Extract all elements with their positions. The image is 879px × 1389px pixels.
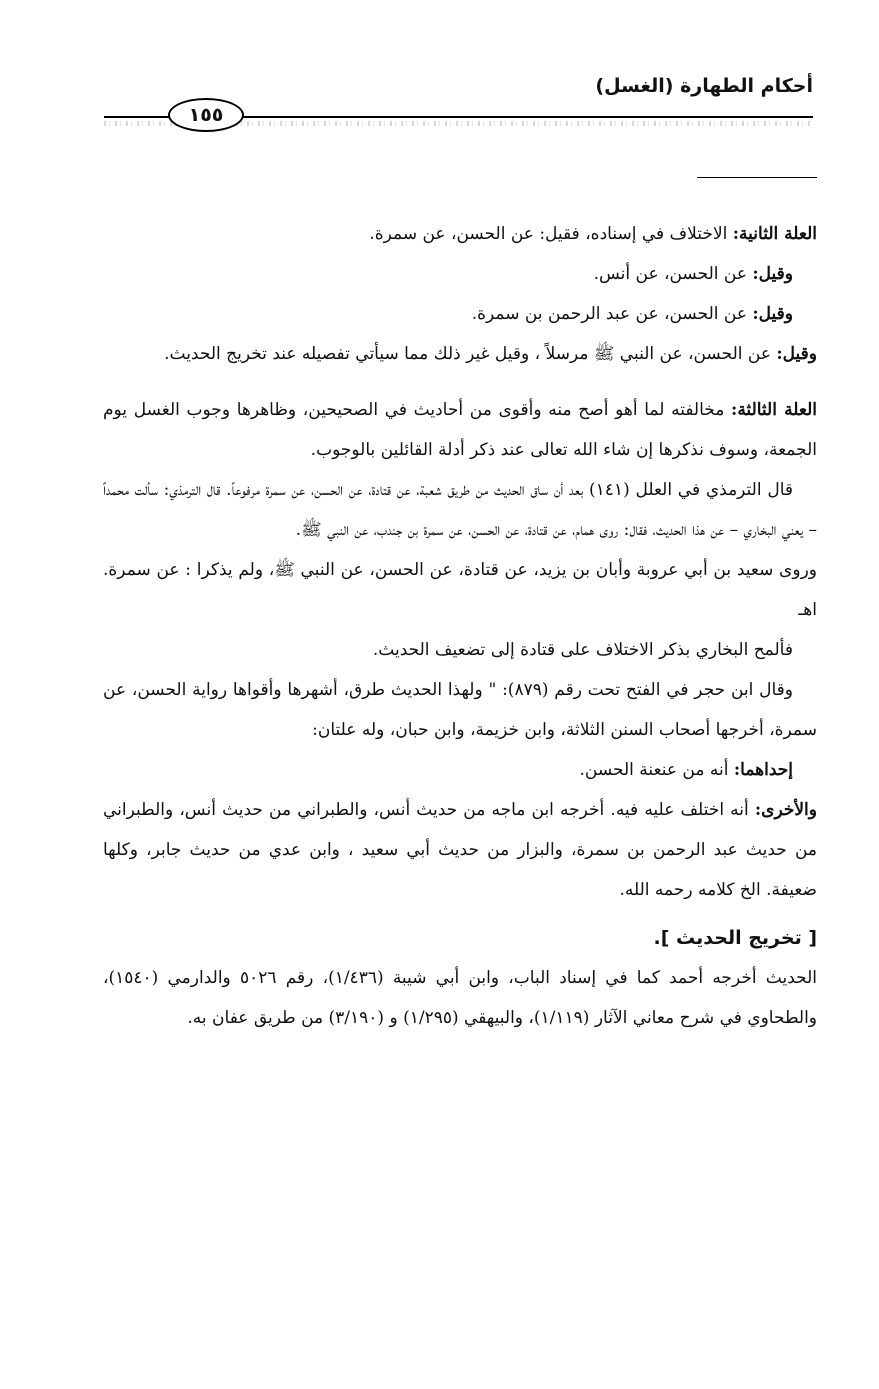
page-number: ١٥٥: [168, 98, 244, 132]
paragraph-takhrij: الحديث أخرجه أحمد كما في إسناد الباب، وابن أبي شيبة (١/٤٣٦)، رقم ٥٠٢٦ والدارمي (١٥٤٠)، والطحاوي في شرح معاني الآثار (١/١١٩)، والبيهقي (١/٢٩٥) و (٣/١٩٠) من طريق عفان به.: [103, 968, 817, 1028]
paragraph-text: الاختلاف في إسناده، فقيل: عن الحسن، عن سمرة.: [369, 224, 733, 244]
paragraph-lead: إحداهما:: [733, 760, 793, 780]
paragraph-tirmidhi: قال الترمذي في العلل (١٤١) بعد أن ساق الحديث من طريق شعبة، عن قتادة، عن الحسن، عن سمرة مرفوعاً. قال الترمذي: سألت محمداً – يعني البخاري – عن هذا الحديث، فقال: روى همام، عن قتادة، عن الحسن، عن سمرة بن جندب، عن النبي ﷺ.: [103, 480, 817, 540]
paragraph-ibn-hajar: وقال ابن حجر في الفتح تحت رقم (٨٧٩): " ولهذا الحديث طرق، أشهرها وأقواها رواية الحسن، عن سمرة، أخرجها أصحاب السنن الثلاثة، وابن خزيمة، وابن حبان، وله علتان:: [103, 680, 817, 740]
paragraph-lead: العلة الثانية:: [732, 224, 817, 244]
paragraph-second-defect: [103, 214, 817, 254]
paragraph-other-defect: [103, 790, 817, 910]
paragraph-lead: العلة الثالثة:: [731, 400, 817, 420]
paragraph-saeed: وروى سعيد بن أبي عروبة وأبان بن يزيد، عن قتادة، عن الحسن، عن النبي ﷺ، ولم يذكرا : عن سمرة. اهـ: [103, 560, 817, 620]
paragraph-lead: والأخرى:: [754, 800, 817, 820]
paragraph-text: أنه اختلف عليه فيه. أخرجه ابن ماجه من حديث أنس، والطبراني من حديث أنس، والطبراني من حديث عبد الرحمن بن سمرة، والبزار من حديث أبي سعيد ، وابن عدي من حديث جابر، وكلها ضعيفة. الخ كلامه رحمه الله.: [103, 800, 817, 900]
paragraph-narration-mursal: [103, 334, 817, 374]
paragraph-lead: وقيل:: [776, 344, 817, 364]
paragraph-text: عن الحسن، عن النبي ﷺ مرسلاً ، وقيل غير ذلك مما سيأتي تفصيله عند تخريج الحديث.: [164, 344, 777, 364]
paragraph-text: عن الحسن، عن أنس.: [593, 264, 753, 284]
paragraph-text: أنه من عنعنة الحسن.: [579, 760, 734, 780]
header-rule-left: [104, 116, 170, 118]
paragraph-text: مخالفته لما أهو أصح منه وأقوى من أحاديث في الصحيحين، وظاهرها وجوب الغسل يوم الجمعة، وسوف نذكرها إن شاء الله تعالى عند ذكر أدلة القائلين بالوجوب.: [103, 400, 817, 460]
section-heading: [ تخريج الحديث ].: [653, 927, 817, 949]
paragraph-narration-abdurrahman: [103, 294, 817, 334]
paragraph-lead: وقيل:: [752, 264, 793, 284]
paragraph-first-defect: [103, 750, 817, 790]
paragraph-narration-anas: [103, 254, 817, 294]
paragraph-third-defect: [103, 390, 817, 470]
body-text: [103, 214, 817, 1038]
running-title: أحكام الطهارة (الغسل): [595, 75, 813, 97]
paragraph-text: عن الحسن، عن عبد الرحمن بن سمرة.: [471, 304, 753, 324]
paragraph-lead: وقيل:: [752, 304, 793, 324]
separator-rule: [697, 177, 817, 178]
header-rule-right: [242, 116, 813, 118]
paragraph-bukhari-hint: فألمح البخاري بذكر الاختلاف على قتادة إلى تضعيف الحديث.: [372, 640, 793, 660]
